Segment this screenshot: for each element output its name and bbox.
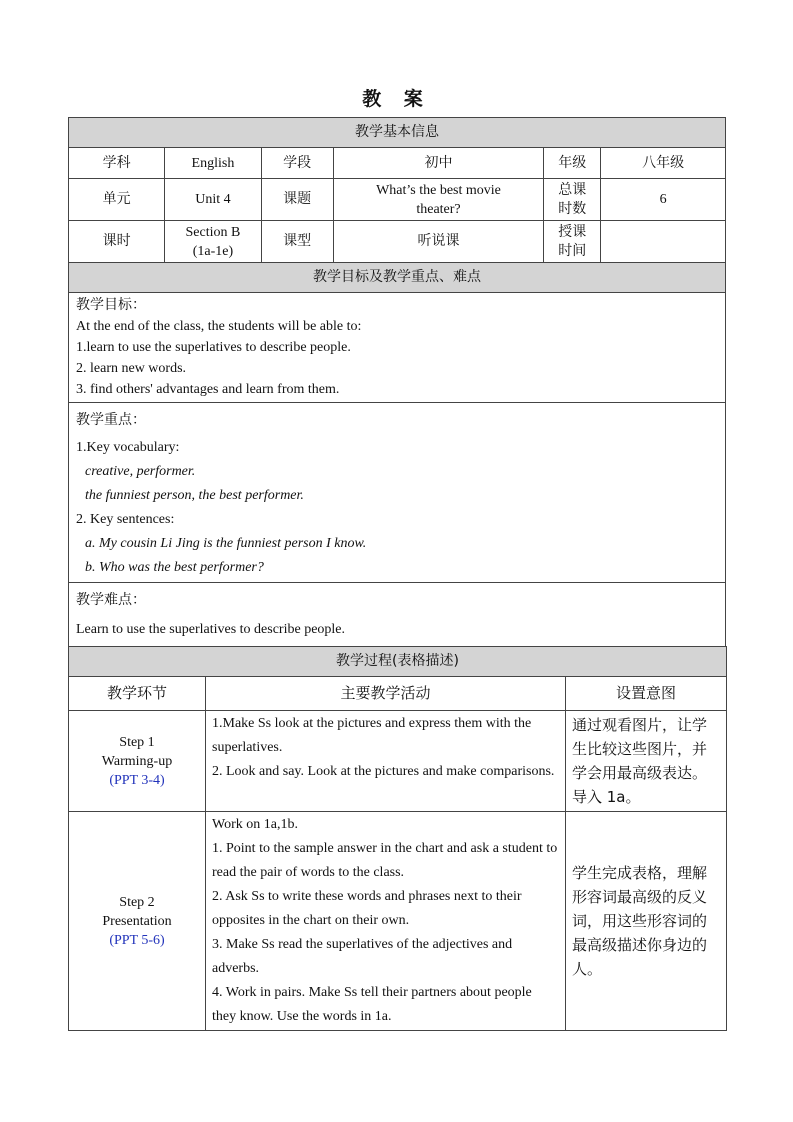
step-name: Step 1 <box>119 734 155 750</box>
key-vocabulary-item: creative, performer. <box>85 464 196 479</box>
header-phase: 教学环节 <box>69 677 206 711</box>
objective-line: At the end of the class, the students will be able to: <box>76 319 362 334</box>
stage-label: 学段 <box>261 148 333 179</box>
document-title: 教 案 <box>362 88 431 110</box>
process-table <box>68 646 727 1031</box>
intent-cell: 通过观看图片，让学生比较这些图片，并学会用最高级表达。导入 1a。 <box>566 711 727 812</box>
key-sentence-item: a. My cousin Li Jing is the funniest person I know. <box>85 536 367 551</box>
teaching-time-value <box>601 221 726 263</box>
stage-value: 初中 <box>333 148 544 179</box>
period-value: Section B (1a-1e) <box>165 221 261 263</box>
grade-value: 八年级 <box>601 148 726 179</box>
activity-line: Work on 1a,1b. <box>212 817 298 832</box>
process-heading: 教学过程(表格描述) <box>69 647 727 677</box>
activities-cell <box>206 812 566 1031</box>
goals-heading: 教学目标及教学重点、难点 <box>69 263 726 293</box>
difficulty-text: Learn to use the superlatives to describe people. <box>76 622 346 637</box>
total-periods-label: 总课时数 <box>544 179 601 221</box>
step-phase: Warming-up <box>101 753 173 769</box>
subject-value: English <box>165 148 261 179</box>
step-phase: Presentation <box>102 913 172 929</box>
activity-line: 1. Point to the sample answer in the chart and ask a student to read the pair of words to the class. <box>212 841 558 880</box>
grade-label: 年级 <box>544 148 601 179</box>
activity-line: 3. Make Ss read the superlatives of the adjectives and adverbs. <box>212 937 513 976</box>
difficulty-section <box>69 583 726 650</box>
lesson-info-table <box>68 117 726 650</box>
header-intent: 设置意图 <box>566 677 727 711</box>
activity-line: 2. Look and say. Look at the pictures and make comparisons. <box>212 764 555 779</box>
teaching-time-label: 授课时间 <box>544 221 601 263</box>
objective-line: 2. learn new words. <box>76 361 187 376</box>
key-sentence-item: b. Who was the best performer? <box>85 560 264 575</box>
key-points-section <box>69 403 726 583</box>
key-vocabulary-item: the funniest person, the best performer. <box>85 488 304 503</box>
topic-label: 课题 <box>261 179 333 221</box>
activities-cell <box>206 711 566 812</box>
objectives-section <box>69 293 726 403</box>
activity-line: 4. Work in pairs. Make Ss tell their partners about people they know. Use the words in 1a. <box>212 985 532 1024</box>
intent-cell: 学生完成表格，理解形容词最高级的反义词，用这些形容词的最高级描述你身边的人。 <box>566 812 727 1031</box>
activity-line: 2. Ask Ss to write these words and phrases next to their opposites in the chart on their own. <box>212 889 522 928</box>
key-sentences-label: 2. Key sentences: <box>76 512 175 527</box>
lesson-type-value: 听说课 <box>333 221 544 263</box>
activity-line: 1.Make Ss look at the pictures and express them with the superlatives. <box>212 716 532 755</box>
lesson-type-label: 课型 <box>261 221 333 263</box>
step-cell <box>69 711 206 812</box>
objective-line: 1.learn to use the superlatives to describe people. <box>76 340 351 355</box>
objectives-label: 教学目标： <box>76 297 146 313</box>
unit-value: Unit 4 <box>165 179 261 221</box>
subject-label: 学科 <box>69 148 165 179</box>
topic-value: What’s the best movie theater? <box>333 179 544 221</box>
step-ppt: (PPT 3-4) <box>109 772 165 788</box>
step-ppt: (PPT 5-6) <box>109 932 165 948</box>
step-cell <box>69 812 206 1031</box>
unit-label: 单元 <box>69 179 165 221</box>
header-activities: 主要教学活动 <box>206 677 566 711</box>
objective-line: 3. find others' advantages and learn from them. <box>76 382 340 397</box>
difficulty-label: 教学难点： <box>76 592 146 608</box>
total-periods-value: 6 <box>601 179 726 221</box>
key-vocabulary-label: 1.Key vocabulary: <box>76 440 180 455</box>
key-points-label: 教学重点： <box>76 412 146 428</box>
period-label: 课时 <box>69 221 165 263</box>
step-name: Step 2 <box>119 894 155 910</box>
basic-info-heading: 教学基本信息 <box>69 118 726 148</box>
